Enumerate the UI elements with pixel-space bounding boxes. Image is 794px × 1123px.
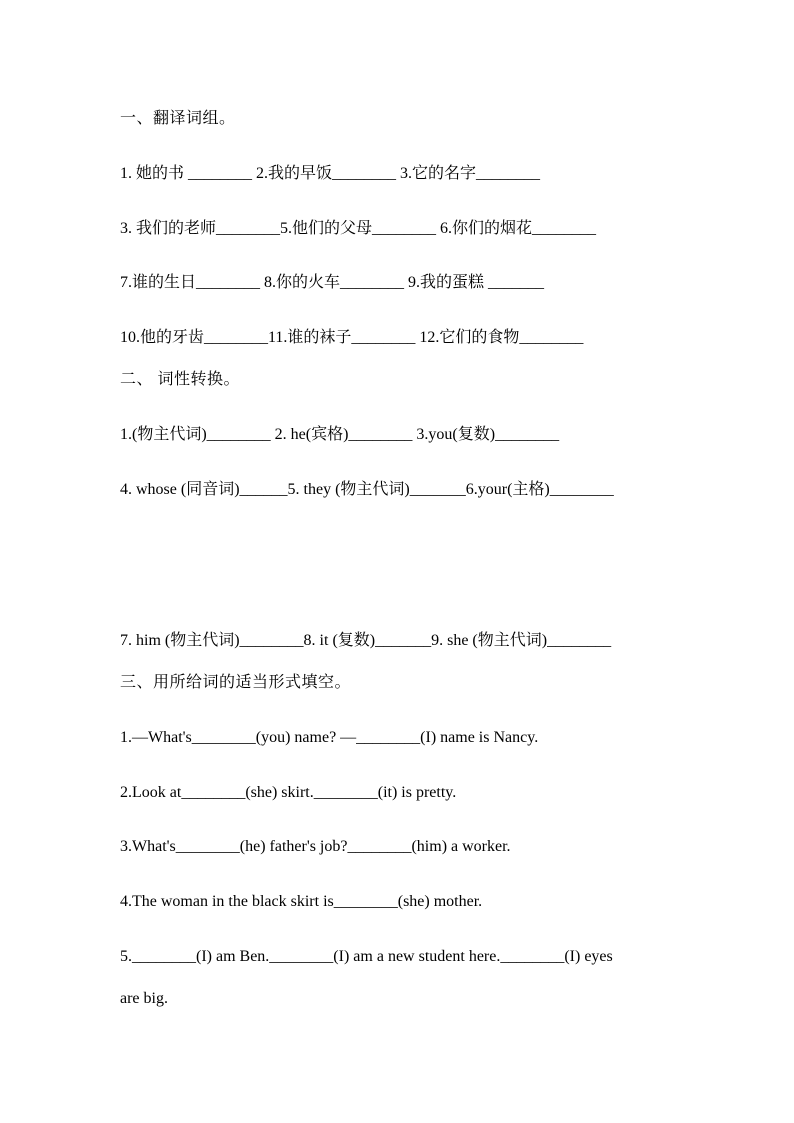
section-2-line-1: 1.(物主代词)________ 2. he(宾格)________ 3.you(复数)________ (120, 426, 560, 443)
section-2-heading: 二、 词性转换。 (120, 371, 241, 388)
section-2-line-3: 7. him (物主代词)________8. it (复数)_______9. she (物主代词)________ (120, 632, 612, 649)
section-3-heading: 三、用所给词的适当形式填空。 (120, 674, 352, 691)
section-3-line-3: 3.What's________(he) father's job?________(him) a worker. (120, 838, 511, 855)
section-3-line-5: 5.________(I) am Ben.________(I) am a new student here.________(I) eyes (120, 948, 613, 965)
section-3-line-2: 2.Look at________(she) skirt.________(it) is pretty. (120, 784, 457, 801)
section-1-line-1: 1. 她的书 ________ 2.我的早饭________ 3.它的名字________ (120, 165, 541, 182)
section-1-line-2: 3. 我们的老师________5.他们的父母________ 6.你们的烟花________ (120, 220, 597, 237)
section-1-heading: 一、翻译词组。 (120, 110, 236, 127)
section-2-line-2: 4. whose (同音词)______5. they (物主代词)_______6.your(主格)________ (120, 481, 614, 498)
section-1-line-3: 7.谁的生日________ 8.你的火车________ 9.我的蛋糕 _______ (120, 274, 545, 291)
section-1-line-4: 10.他的牙齿________11.谁的袜子________ 12.它们的食物________ (120, 329, 584, 346)
section-3-line-1: 1.—What's________(you) name? —________(I) name is Nancy. (120, 729, 539, 746)
section-3-line-4: 4.The woman in the black skirt is________(she) mother. (120, 893, 483, 910)
section-3-line-6: are big. (120, 990, 168, 1007)
